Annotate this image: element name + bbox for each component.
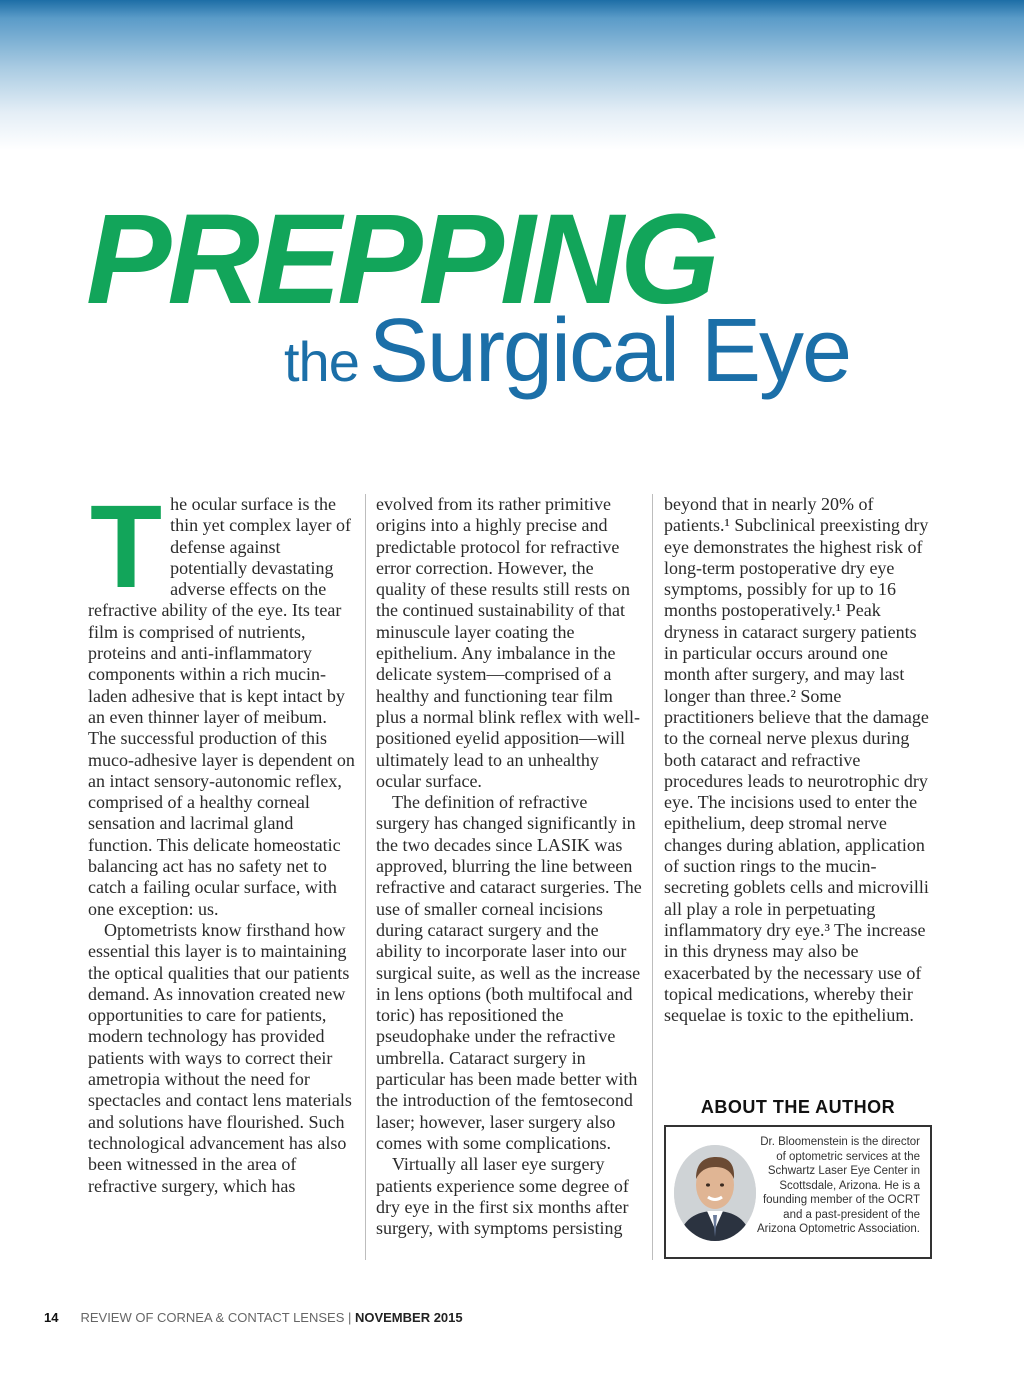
article-subtitle [284, 300, 850, 403]
paragraph: The definition of refractive surgery has changed significantly in the two decades since LASIK was approved, blurring the line between refractive and cataract surgeries. The use of smaller corneal incisions during cataract surgery and the ability to incorporate laser into our surgical suite, as well as the increase in lens options (both multifocal and toric) has repositioned the pseudophake under the refractive umbrella. Cataract surgery in particular has been made better with the introduction of the femtosecond laser; however, laser surgery also comes with some complications. [376, 792, 642, 1153]
page-number: 14 [44, 1310, 59, 1325]
paragraph: Optometrists know firsthand how essential this layer is to maintaining the optical qualities that our patients demand. As innovation created new opportunities to care for patients, modern technology has provided patients with ways to correct their ametropia without the need for spectacles and contact lens materials and solutions have flourished. Such technological advancement has also been witnessed in the area of refractive surgery, which has [88, 919, 352, 1196]
article-column-3 [664, 494, 932, 1026]
author-bio: Dr. Bloomenstein is the director of optometric services at the Schwartz Laser Eye Center in Scottsdale, Arizona. He is a founding member of the OCRT and a past-president of the Arizona Optometric Association. [757, 1136, 920, 1235]
paragraph: Virtually all laser eye surgery patients experience some degree of dry eye in the first six months after surgery, with symptoms persisting [376, 1154, 629, 1239]
publication-name: REVIEW OF CORNEA & CONTACT LENSES | [80, 1310, 355, 1325]
article-column-1 [88, 481, 358, 1197]
article-title: PREPPING [86, 188, 716, 331]
header-gradient-band [0, 0, 1024, 150]
drop-cap: T [90, 481, 163, 613]
page-footer [44, 1310, 463, 1325]
subtitle-surgical-eye: Surgical Eye [368, 301, 851, 401]
paragraph [88, 481, 358, 920]
about-the-author-box [664, 1125, 932, 1259]
column-divider [652, 494, 653, 1260]
paragraph: beyond that in nearly 20% of patients.¹ Subclinical preexisting dry eye demonstrates the highest risk of long-term postoperative dry eye symptoms, possibly for up to 16 months postoperatively.¹ Peak dryness in cataract surgery patients in particular occurs around one month after surgery, and may last longer than three.² Some practitioners believe that the damage to the corneal nerve plexus during both cataract and refractive procedures leads to neurotrophic dry eye. The incisions used to enter the epithelium, deep stromal nerve changes during ablation, application of suction rings to the mucin-secreting goblets cells and microvilli all play a role in perpetuating inflammatory dry eye.³ The increase in this dryness may also be exacerbated by the necessary use of topical medications, whereby their sequelae is toxic to the epithelium. [664, 494, 929, 1026]
paragraph: evolved from its rather primitive origins into a highly precise and predictable protocol for refractive error correction. However, the quality of these results still rests on the continued sustainability of that minuscule layer coating the epithelium. Any imbalance in the delicate system—comprised of a healthy and functioning tear film plus a normal blink reflex with well-positioned eyelid apposition—will ultimately lead to an unhealthy ocular surface. [376, 494, 640, 791]
about-the-author-heading: ABOUT THE AUTHOR [700, 1097, 896, 1117]
column-divider [365, 494, 366, 1260]
author-photo [674, 1145, 756, 1241]
article-column-2 [376, 494, 644, 1239]
subtitle-the: the [284, 330, 359, 393]
paragraph-text: he ocular surface is the thin yet complex layer of defense against potentially devastating adverse effects on the refractive ability of the eye. Its tear film is comprised of nutrients, proteins and anti-inflammatory components within a rich mucin-laden adhesive that is kept intact by an even thinner layer of meibum. The successful production of this muco-adhesive layer is dependent on an intact sensory-autonomic reflex, comprised of a healthy corneal sensation and lacrimal gland function. This delicate homeostatic balancing act has no safety net to catch a failing ocular surface, with one exception: us. [88, 494, 355, 919]
issue-date: NOVEMBER 2015 [354, 1310, 463, 1325]
